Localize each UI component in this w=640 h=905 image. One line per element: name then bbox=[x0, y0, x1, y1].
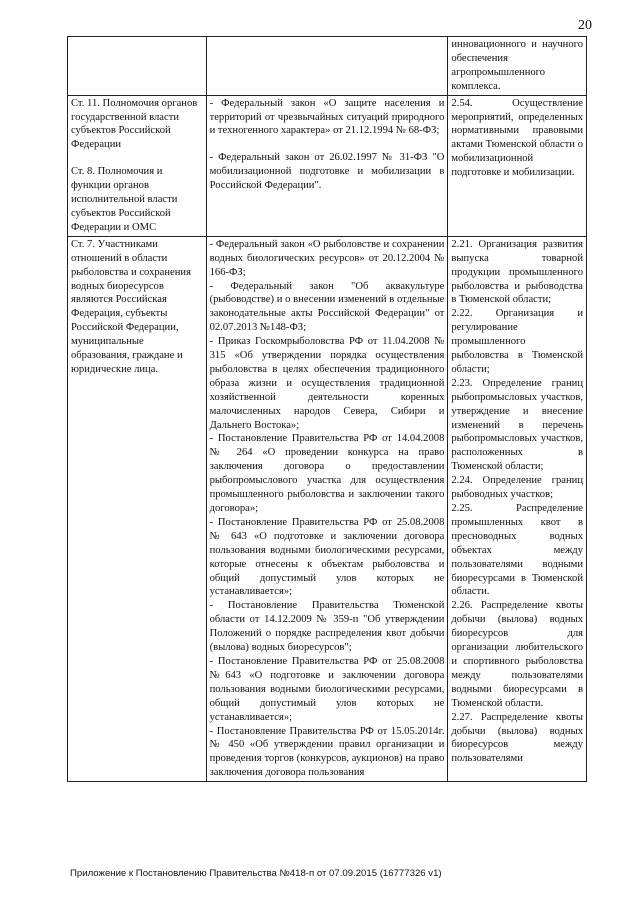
functions-cell bbox=[448, 95, 587, 236]
legal-acts-cell bbox=[206, 95, 448, 236]
legal-act-text: - Федеральный закон от 26.02.1997 № 31-ФЗ "О мобилизационной подготовке и мобилизации в Российской Федерации". bbox=[209, 152, 445, 192]
legal-act-text: - Федеральный закон «О защите населения и территорий от чрезвычайных ситуаций природного и техногенного характера» от 21.12.1994 № 68-ФЗ; bbox=[209, 97, 445, 137]
function-text: 2.26. Распределение квоты добычи (вылова) водных биоресурсов для организации любительского и спортивного рыболовства между пользователями водными биоресурсами в Тюменской области. bbox=[451, 600, 583, 709]
legal-act-text: - Постановление Правительства Тюменской области от 14.12.2009 № 359-п "Об утверждении Положений о порядке распределения квот добычи (вылова) водных биоресурсов"; bbox=[209, 600, 445, 654]
table-row bbox=[68, 95, 587, 236]
function-text: 2.22. Организация и регулирование промышленного рыболовства в Тюменской области; bbox=[451, 308, 583, 375]
function-text: 2.27. Распределение квоты добычи (вылова) водных биоресурсов между пользователями bbox=[451, 711, 583, 765]
legal-act-text: - Постановление Правительства РФ от 25.08.2008 № 643 «О подготовке и заключении договора пользования водными биологическими ресурсами, которые отнесены к объектам рыболовства и общий допустимый улов которых не устанавливается»; bbox=[209, 516, 445, 598]
article-cell bbox=[68, 236, 207, 781]
function-text: инновационного и научного обеспечения агропромышленного комплекса. bbox=[451, 39, 583, 92]
legal-act-text: - Федеральный закон "Об аквакультуре (рыбоводстве) и о внесении изменений в отдельные законодательные акты Российской Федерации" от 02.07.2013 №148-ФЗ; bbox=[209, 280, 445, 334]
functions-cell bbox=[448, 236, 587, 781]
functions-cell bbox=[448, 37, 587, 96]
legal-acts-cell bbox=[206, 236, 448, 781]
article-cell bbox=[68, 95, 207, 236]
function-text: 2.25. Распределение промышленных квот в пресноводных водных объектах между пользователями водными биоресурсами в Тюменской области. bbox=[451, 503, 583, 598]
legal-act-text: - Постановление Правительства РФ от 25.08.2008 №643 «О подготовке и заключении договора пользования водными биологическими ресурсами, общий допустимый улов которых не устанавливается»; bbox=[209, 655, 445, 723]
function-text: 2.23. Определение границ рыбопромысловых участков, утверждение и внесение изменений в перечень рыбопромысловых участков, расположенных в Тюменской области; bbox=[451, 377, 583, 473]
legal-act-text: - Постановление Правительства РФ от 15.05.2014г. № 450 «Об утверждении правил организации и проведения торгов (конкурсов, аукционов) на право заключения договора пользования bbox=[209, 725, 445, 779]
page-number: 20 bbox=[578, 18, 592, 33]
legal-act-text: - Постановление Правительства РФ от 14.04.2008 № 264 «О проведении конкурса на право заключения договора о предоставлении рыбопромыслового участка для осуществления промышленного рыболовства и заключении такого договора»; bbox=[209, 433, 445, 514]
legal-acts-cell bbox=[206, 37, 448, 96]
function-text: 2.21. Организация развития выпуска товарной продукции промышленного рыболовства и рыбоводства в Тюменской области; bbox=[451, 238, 583, 306]
article-text: Ст. 7. Участниками отношений в области рыболовства и сохранения водных биоресурсов являются Российская Федерация, субъекты Российской Федерации, муниципальные образования, граждане и юридические лица. bbox=[71, 238, 191, 375]
table-row bbox=[68, 236, 587, 781]
footer-note: Приложение к Постановлению Правительства №418-п от 07.09.2015 (16777326 v1) bbox=[70, 868, 442, 879]
function-text: 2.54. Осуществление мероприятий, определенных нормативными правовыми актами Тюменской области о мобилизационной подготовке и мобилизации. bbox=[451, 97, 583, 179]
legal-table bbox=[67, 36, 587, 782]
legal-act-text: - Приказ Госкомрыболовства РФ от 11.04.2008 № 315 «Об утверждении порядка осуществления рыболовства в целях обеспечения традиционного образа жизни и осуществления традиционной хозяйственной деятельности коренных малочисленных народов Севера, Сибири и Дальнего Востока»; bbox=[209, 336, 445, 431]
article-text: Ст. 8. Полномочия и функции органов исполнительной власти субъектов Российской Федерации и ОМС bbox=[71, 166, 178, 233]
legal-act-text: - Федеральный закон «О рыболовстве и сохранении водных биологических ресурсов» от 20.12.2004 № 166-ФЗ; bbox=[209, 238, 445, 278]
article-cell bbox=[68, 37, 207, 96]
table-row bbox=[68, 37, 587, 96]
article-text: Ст. 11. Полномочия органов государственной власти субъектов Российской Федерации bbox=[71, 97, 198, 151]
function-text: 2.24. Определение границ рыбоводных участков; bbox=[451, 475, 583, 501]
